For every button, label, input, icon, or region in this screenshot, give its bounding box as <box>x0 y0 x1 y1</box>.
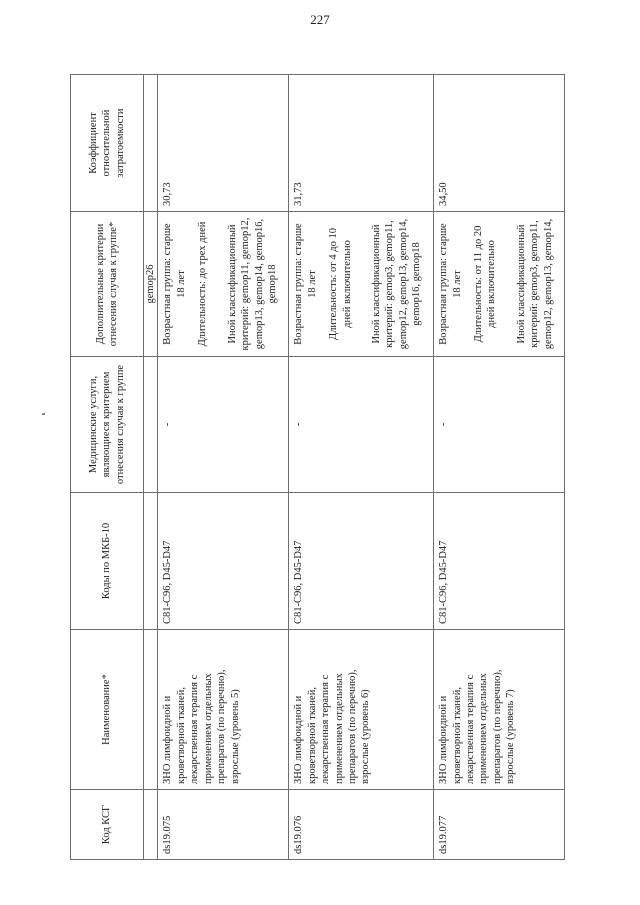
header-code: Код КСГ <box>71 790 144 860</box>
row-criteria <box>434 212 565 357</box>
table-row <box>289 75 434 860</box>
row-coef: 30,73 <box>158 75 289 212</box>
row-code: ds19.077 <box>434 790 565 860</box>
row-criteria <box>289 212 434 357</box>
continuation-row <box>144 75 158 860</box>
row-services: - <box>158 357 289 493</box>
row-mkb: C81-C96, D45-D47 <box>434 493 565 630</box>
criteria-duration: Длительность: до трех дней <box>197 221 209 347</box>
criteria-age: Возрастная группа: старше 18 лет <box>293 223 318 345</box>
row-name: ЗНО лимфоидной и кроветворной тканей, лекарственная терапия с применением отдельных препаратов (по перечню), взрослые (уровень 5) <box>158 630 289 790</box>
rotated-table-container <box>70 75 565 860</box>
row-code: ds19.076 <box>289 790 434 860</box>
header-mkb: Коды по МКБ-10 <box>71 493 144 630</box>
ksg-table <box>70 74 565 860</box>
header-name: Наименование* <box>71 630 144 790</box>
table-row <box>434 75 565 860</box>
criteria-other: Иной классификационный критерий: gemop3, gemop11, gemop12, gemop13, gemop14, gemop16, gemop18 <box>371 218 423 350</box>
row-services: - <box>289 357 434 493</box>
header-coef: Коэффициент относительной затратоемкости <box>71 75 144 212</box>
row-mkb: C81-C96, D45-D47 <box>158 493 289 630</box>
row-name: ЗНО лимфоидной и кроветворной тканей, лекарственная терапия с применением отдельных препаратов (по перечню), взрослые (уровень 6) <box>289 630 434 790</box>
row-coef: 31,73 <box>289 75 434 212</box>
table-row <box>158 75 289 860</box>
table-header-row <box>71 75 144 860</box>
scan-artifact <box>42 413 45 415</box>
criteria-other: Иной классификационный критерий: gemop11, gemop12, gemop13, gemop14, gemop16, gemop18 <box>226 217 279 351</box>
row-code: ds19.075 <box>158 790 289 860</box>
criteria-age: Возрастная группа: старше 18 лет <box>162 223 187 345</box>
continuation-criteria: gemop26 <box>144 212 158 357</box>
header-criteria: Дополнительные критерии отнесения случая к группе* <box>71 212 144 357</box>
page-number: 227 <box>310 12 330 27</box>
criteria-other: Иной классификационный критерий: gemop3, gemop11, gemop12, gemop13, gemop14, <box>515 218 554 350</box>
row-services: - <box>434 357 565 493</box>
criteria-age: Возрастная группа: старше 18 лет <box>438 223 463 345</box>
header-services: Медицинские услуги, являющиеся критерием отнесения случая к группе <box>71 357 144 493</box>
row-mkb: C81-C96, D45-D47 <box>289 493 434 630</box>
criteria-duration: Длительность: от 4 до 10 дней включительно <box>328 228 353 340</box>
row-name: ЗНО лимфоидной и кроветворной тканей, лекарственная терапия с применением отдельных препаратов (по перечню), взрослые (уровень 7) <box>434 630 565 790</box>
row-criteria <box>158 212 289 357</box>
row-coef: 34,50 <box>434 75 565 212</box>
criteria-duration: Длительность: от 11 до 20 дней включительно <box>473 225 498 343</box>
